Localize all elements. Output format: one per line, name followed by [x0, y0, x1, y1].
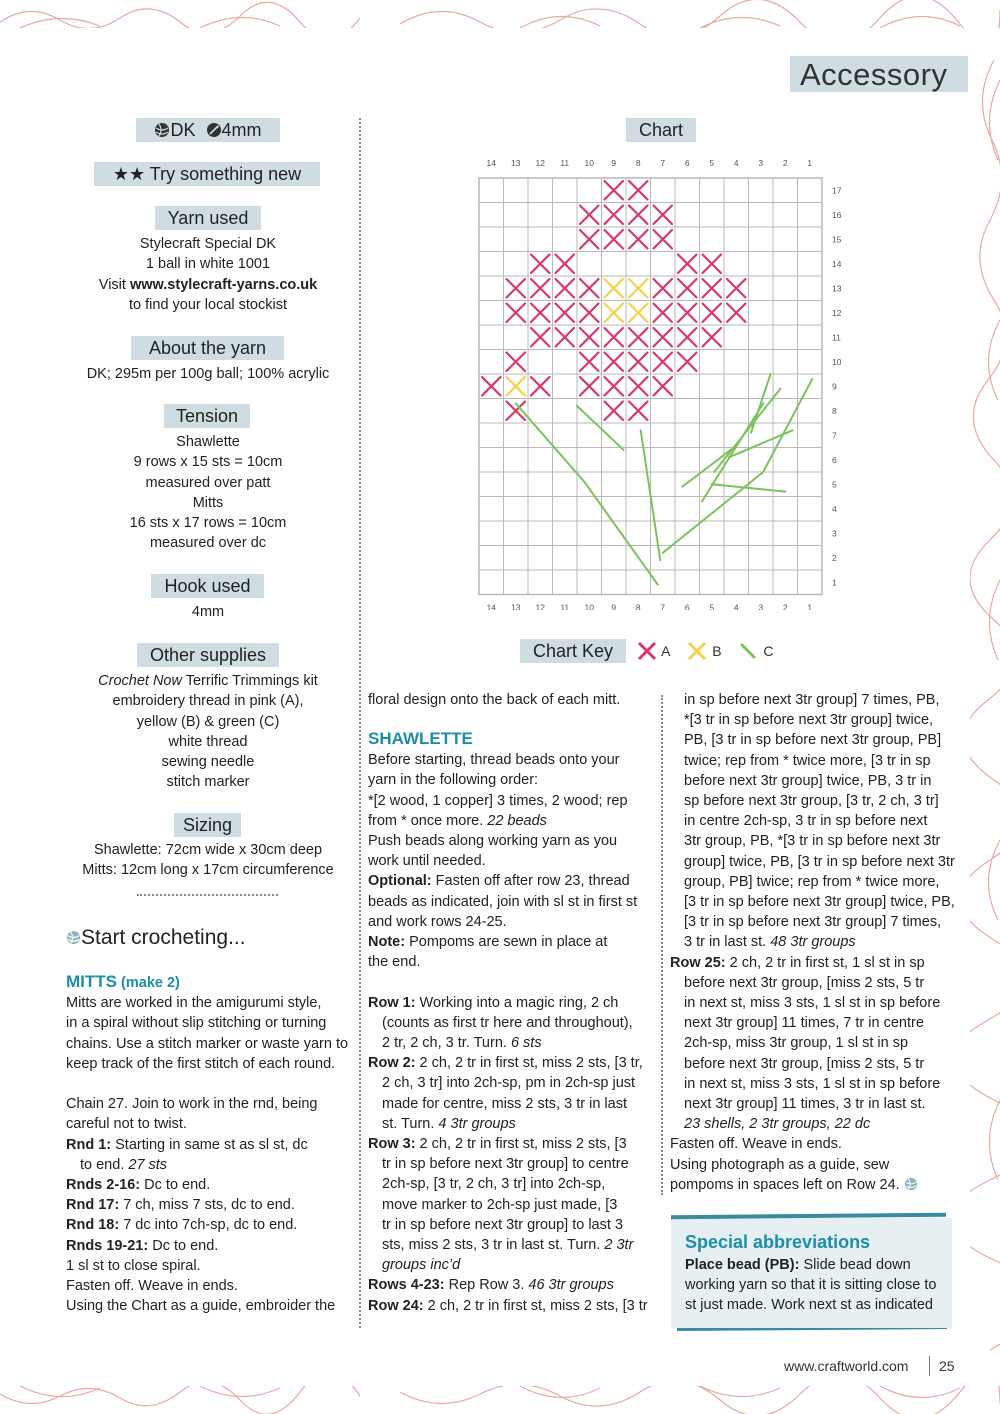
other-supplies-heading: Other supplies — [137, 643, 279, 667]
back-stitch-c-icon — [737, 640, 759, 662]
paisley-border-bottom — [0, 1386, 1000, 1414]
key-a-label: A — [661, 643, 671, 659]
chart-col-label-top: 1 — [807, 158, 813, 168]
about-yarn-block: DK; 295m per 100g ball; 100% acrylic — [86, 366, 330, 382]
section-title: Accessory — [800, 57, 948, 92]
difficulty-badge — [94, 162, 320, 186]
special-box-top-accent — [671, 1213, 946, 1219]
chart-col-label-top: 12 — [535, 158, 545, 168]
chart-row-label: 9 — [832, 381, 837, 392]
section-tab — [786, 56, 968, 92]
start-crocheting-heading: Start crocheting... — [66, 926, 246, 950]
yarn-website-link[interactable]: www.stylecraft-yarns.co.uk — [129, 276, 318, 293]
chart-col-label-bottom: 11 — [560, 602, 570, 610]
chart-row-label: 3 — [832, 528, 837, 539]
other-supplies-block: Crochet Now Terrific Trimmings kit embroidery thread in pink (A), yellow (B) & green (C) white thread sewing needle stitch marker — [98, 673, 318, 791]
column-divider — [359, 118, 361, 1328]
hook-used-heading: Hook used — [151, 574, 264, 598]
chart-row-label: 6 — [832, 454, 837, 465]
cross-stitch-b-icon — [686, 640, 708, 662]
chart-row-label: 15 — [832, 234, 842, 245]
yarn-stockist-line: to find your local stockist — [129, 296, 287, 313]
chart-row-label: 13 — [832, 283, 842, 294]
chart-row-label: 17 — [832, 185, 842, 196]
chart-col-label-bottom: 13 — [511, 602, 521, 610]
shawlette-instructions: floral design onto the back of each mitt. SHAWLETTE Before starting, thread beads onto your yarn in the following order: *[2 wood, 1 copper] 3 times, 2 wood; rep from * once more. 22 beads Push beads along working yarn as you work until needed. Optional: Fasten off after row 23, thread beads as indicated, join with sl st in first st and work rows 24-25. Note: Pompoms are sewn in place at the end. Row 1: Working into a magic ring, 2 ch (counts as first tr here and throughout), 2 tr, 2 ch, 3 tr. Turn. 6 sts Row 2: 2 ch, 2 tr in first st, miss 2 sts, [3 tr, 2 ch, 3 tr] into 2ch-sp, pm in 2ch-sp just made for centre, miss 2 sts, 3 tr in last st. Turn. 4 3tr groups Row 3: 2 ch, 2 tr in first st, miss 2 sts, [3 tr in sp before next 3tr group] to centre 2ch-sp, [3 tr, 2 ch, 3 tr] into 2ch-sp, move marker to 2ch-sp just made, [3 tr in sp before next 3tr group] to last 3 sts, miss 2 sts, 3 tr in last st. Turn. 2 3tr groups inc’d Rows 4-23: Rep Row 3. 46 3tr groups Row 24: 2 ch, 2 tr in first st, miss 2 sts, [3 tr — [368, 690, 658, 1316]
yarn-used-heading: Yarn used — [155, 206, 261, 230]
yarn-used-line: Stylecraft Special DK — [139, 236, 277, 252]
chart-col-label-top: 9 — [611, 158, 617, 168]
chart-col-label-top: 4 — [733, 158, 739, 168]
yarn-used-block — [66, 234, 350, 315]
chart-col-label-top: 2 — [782, 158, 788, 168]
chart-col-label-bottom: 4 — [733, 602, 739, 610]
chart-row-label: 11 — [832, 332, 841, 343]
chart-row-label: 10 — [832, 356, 842, 367]
chart-col-label-top: 11 — [560, 158, 570, 168]
yarn-weight: DK — [170, 120, 196, 140]
page-number: 25 — [939, 1358, 955, 1374]
hook-used-block: 4mm — [191, 604, 225, 620]
yarn-ball-icon — [66, 930, 81, 945]
chart-col-label-bottom: 5 — [709, 602, 715, 610]
chart-heading: Chart — [626, 118, 696, 142]
chart-col-label-bottom: 2 — [782, 602, 788, 610]
chart-row-label: 1 — [832, 577, 837, 588]
shawlette-heading: SHAWLETTE — [368, 729, 473, 749]
mitts-heading: MITTS — [66, 972, 117, 991]
paisley-border-top — [0, 0, 1000, 28]
chart-col-label-top: 8 — [635, 158, 641, 168]
chart-row-label: 8 — [832, 405, 837, 416]
column-divider — [661, 695, 663, 1195]
chart-col-label-bottom: 12 — [535, 602, 545, 610]
place-bead-label: Place bead (PB): — [685, 1257, 800, 1273]
chart-row-label: 2 — [832, 552, 837, 563]
chart-col-label-bottom: 3 — [758, 602, 764, 610]
chart-col-label-bottom: 9 — [611, 602, 617, 610]
chart-row-label: 12 — [832, 307, 842, 318]
chart-col-label-top: 13 — [511, 158, 521, 168]
section-dotted-divider — [137, 894, 278, 896]
paisley-border-right — [970, 60, 1000, 1350]
yarn-ball-icon — [154, 122, 170, 138]
sizing-block: Shawlette: 72cm wide x 30cm deep Mitts: 12cm long x 17cm circumference — [82, 842, 334, 879]
chart-col-label-top: 6 — [684, 158, 690, 168]
chart-col-label-bottom: 6 — [684, 602, 690, 610]
cross-stitch-a-icon — [636, 640, 658, 662]
chart-col-label-top: 10 — [584, 158, 594, 168]
tension-heading: Tension — [164, 404, 250, 428]
difficulty-label: Try something new — [149, 164, 302, 184]
shawlette-instructions-cont: in sp before next 3tr group] 7 times, PB, *[3 tr in sp before next 3tr group] twice, PB, [3 tr in sp before next 3tr group, PB] twice; rep from * twice more, [3 tr in sp before next 3tr group] twice, PB, 3 tr in sp before next 3tr group, [3 tr, 2 ch, 3 tr] in centre 2ch-sp, 3 tr in sp before next 3tr group, PB, *[3 tr in sp before next 3tr group] twice, PB, [3 tr in sp before next 3tr group, PB] twice; rep from * twice more, [3 tr in sp before next 3tr group] twice, PB, [3 tr in sp before next 3tr group] 7 times, 3 tr in last st. 48 3tr groups Row 25: 2 ch, 2 tr in first st, 1 sl st in sp before next 3tr group, [miss 2 sts, 5 tr in next st, miss 3 sts, 1 sl st in sp before next 3tr group] 11 times, 7 tr in centre 2ch-sp, miss 3tr group, 1 sl st in sp before next 3tr group, [miss 2 sts, 5 tr in next st, miss 3 sts, 1 sl st in sp before next 3tr group] 11 times, 3 tr in last st. 23 shells, 2 3tr groups, 22 dc Fasten off. Weave in ends. Using photograph as a guide, sew pompoms in spaces left on Row 24. — [670, 692, 955, 1193]
chart-key — [636, 640, 774, 664]
yarn-weight-hook-badge — [136, 118, 280, 142]
chart-key-heading: Chart Key — [520, 639, 626, 663]
sizing-heading: Sizing — [174, 813, 241, 837]
footer-separator — [929, 1356, 930, 1376]
chart-row-label: 14 — [832, 258, 842, 269]
chart-row-label: 16 — [832, 209, 842, 220]
chart-col-label-bottom: 1 — [807, 602, 813, 610]
yarn-used-line: 1 ball in white 1001 — [145, 256, 271, 273]
chart-col-label-top: 14 — [486, 158, 496, 168]
difficulty-stars: ★★ — [112, 164, 146, 184]
hook-size: 4mm — [221, 120, 262, 140]
chart-col-label-top: 3 — [758, 158, 764, 168]
hook-icon — [206, 122, 222, 138]
footer-url[interactable]: www.craftworld.com — [784, 1358, 909, 1374]
key-c-label: C — [763, 643, 774, 659]
chart-row-label: 7 — [832, 430, 837, 441]
chart-row-label: 5 — [832, 479, 837, 490]
chart-col-label-top: 5 — [709, 158, 715, 168]
chart-col-label-top: 7 — [660, 158, 666, 168]
chart-col-label-bottom: 10 — [584, 602, 594, 610]
about-yarn-heading: About the yarn — [131, 336, 284, 360]
chart-col-label-bottom: 14 — [486, 602, 496, 610]
mitts-instructions: MITTS (make 2) Mitts are worked in the amigurumi style, in a spiral without slip stitching or turning chains. Use a stitch marker or waste yarn to keep track of the first stitch of each round. Chain 27. Join to work in the rnd, being careful not to twist. Rnd 1: Starting in same st as sl st, dc to end. 27 sts Rnds 2-16: Dc to end. Rnd 17: 7 ch, miss 7 sts, dc to end. Rnd 18: 7 dc into 7ch-sp, dc to end. Rnds 19-21: Dc to end. 1 sl st to close spiral. Fasten off. Weave in ends. Using the Chart as a guide, embroider the — [66, 972, 349, 1315]
key-b-label: B — [712, 643, 722, 659]
chart-row-label: 4 — [832, 503, 837, 514]
special-abbreviations-heading: Special abbreviations — [685, 1232, 871, 1252]
end-yarn-ball-icon — [904, 1177, 918, 1191]
tension-block: Shawlette 9 rows x 15 sts = 10cm measured over patt Mitts 16 sts x 17 rows = 10cm measured over dc — [129, 434, 287, 552]
chart-col-label-bottom: 8 — [635, 602, 641, 610]
chart — [474, 150, 854, 610]
chart-col-label-bottom: 7 — [660, 602, 666, 610]
yarn-visit-line: Visit www.stylecraft-yarns.co.uk — [98, 276, 318, 293]
special-abbreviations-box: Special abbreviations Place bead (PB): Slide bead down working yarn so that it is sitting close to st just made. Work next st as indicated — [671, 1218, 952, 1328]
